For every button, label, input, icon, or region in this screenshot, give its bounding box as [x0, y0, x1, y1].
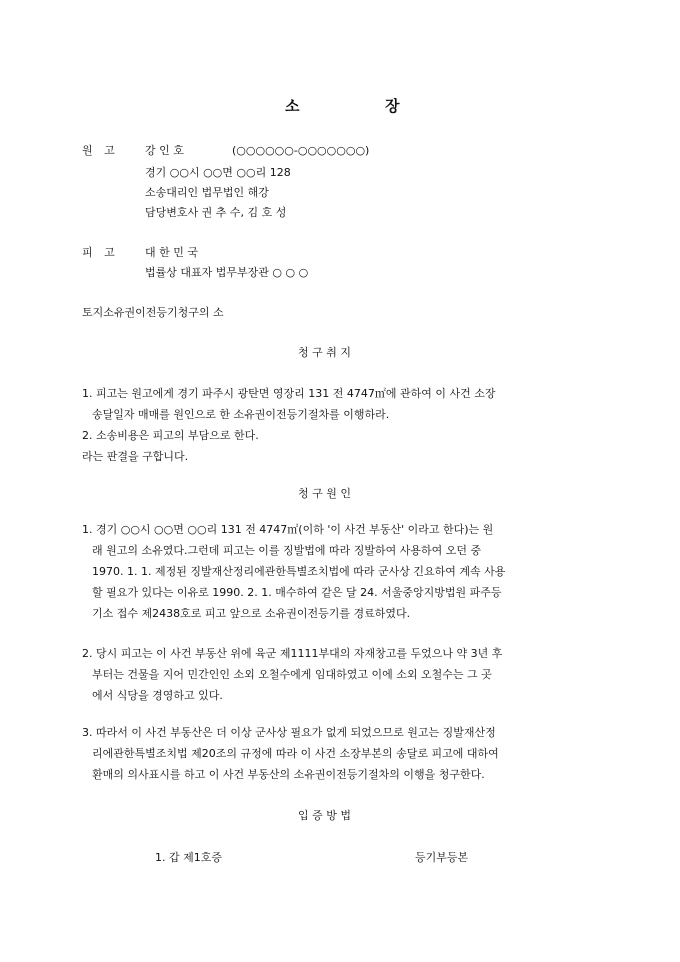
defendant-representative: 법률상 대표자 법무부장관 ○ ○ ○	[145, 266, 309, 279]
cause-item-2	[82, 643, 602, 706]
claim-line: 1. 피고는 원고에게 경기 파주시 광탄면 영장리 131 전 4747㎡에 관하여 이 사건 소장	[82, 387, 496, 400]
cause-item-3	[82, 722, 602, 785]
plaintiff-name: 강 인 호	[145, 144, 184, 157]
plaintiff-address: 경기 ○○시 ○○면 ○○리 128	[145, 166, 291, 179]
cause-line: 리에관한특별조치법 제20조의 규정에 따라 이 사건 소장부본의 송달로 피고에 대하여	[92, 747, 499, 760]
plaintiff-agent: 소송대리인 법무법인 해강	[145, 186, 269, 199]
claim-line: 라는 판결을 구합니다.	[82, 450, 189, 463]
cause-item-1	[82, 519, 602, 624]
defendant-label: 피 고	[82, 246, 119, 259]
defendant-name: 대 한 민 국	[145, 246, 198, 259]
cause-line: 2. 당시 피고는 이 사건 부동산 위에 육군 제1111부대의 자재창고를 두었으나 약 3년 후	[82, 647, 503, 660]
document-title-left: 소	[285, 97, 300, 115]
cause-line: 1. 경기 ○○시 ○○면 ○○리 131 전 4747㎡(이하 '이 사건 부동산' 이라고 한다)는 원	[82, 523, 494, 536]
cause-line: 래 원고의 소유였다.그런데 피고는 이를 징발법에 따라 징발하여 사용하여 오던 중	[92, 544, 482, 557]
cause-line: 할 필요가 있다는 이유로 1990. 2. 1. 매수하여 같은 달 24. 서울중앙지방법원 파주등	[92, 586, 502, 599]
claim-line: 송달일자 매매를 원인으로 한 소유권이전등기절차를 이행하라.	[92, 408, 390, 421]
cause-line: 1970. 1. 1. 제정된 징발재산정리에관한특별조치법에 따라 군사상 긴요하여 계속 사용	[92, 565, 506, 578]
cause-line: 에서 식당을 경영하고 있다.	[92, 689, 223, 702]
cause-heading: 청 구 원 인	[298, 487, 351, 500]
cause-line: 기소 접수 제2438호로 피고 앞으로 소유권이전등기를 경료하였다.	[92, 607, 411, 620]
evidence-description: 등기부등본	[415, 851, 469, 864]
claim-section	[82, 383, 602, 467]
claim-line: 2. 소송비용은 피고의 부담으로 한다.	[82, 429, 259, 442]
cause-line: 환매의 의사표시를 하고 이 사건 부동산의 소유권이전등기절차의 이행을 청구한다.	[92, 768, 485, 781]
plaintiff-attorneys: 담당변호사 권 추 수, 김 호 성	[145, 206, 287, 219]
cause-line: 3. 따라서 이 사건 부동산은 더 이상 군사상 필요가 없게 되었으므로 원고는 징발재산정	[82, 726, 496, 739]
plaintiff-label: 원 고	[82, 144, 119, 157]
cause-line: 부터는 건물을 지어 민간인인 소외 오철수에게 임대하였고 이에 소외 오철수는 그 곳	[92, 668, 492, 681]
plaintiff-id-number: (○○○○○○-○○○○○○○)	[232, 144, 370, 157]
claim-heading: 청 구 취 지	[298, 346, 351, 359]
document-title-right: 장	[385, 97, 400, 115]
evidence-heading: 입 증 방 법	[298, 809, 351, 822]
case-title: 토지소유권이전등기청구의 소	[82, 306, 224, 319]
evidence-item: 1. 갑 제1호증	[155, 851, 222, 864]
